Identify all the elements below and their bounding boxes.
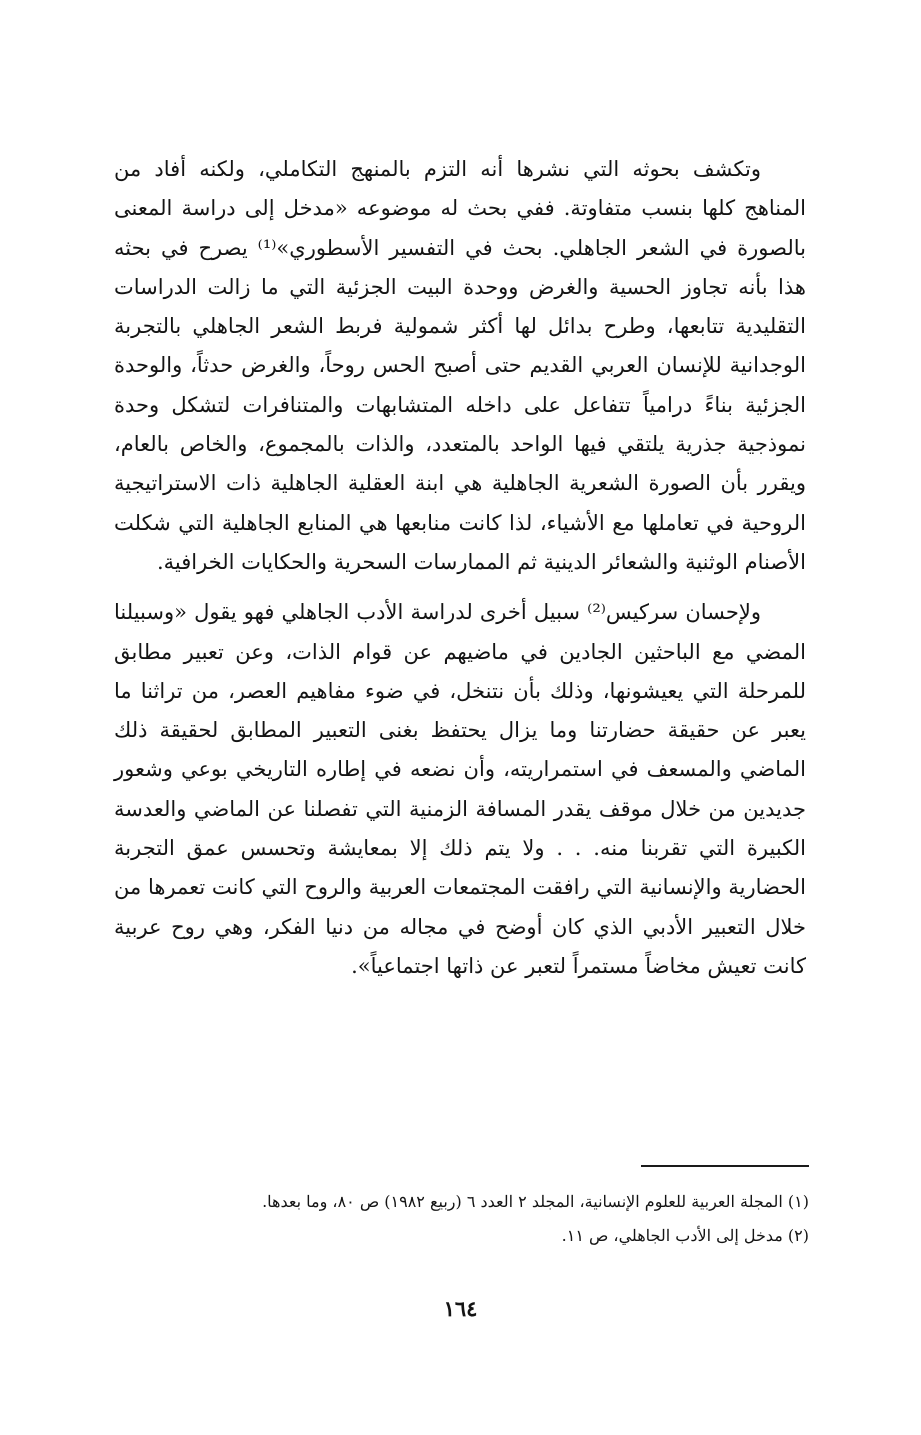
footnote: (٢) مدخل إلى الأدب الجاهلي، ص ١١. [561, 1226, 809, 1245]
footnote-separator [641, 1165, 809, 1167]
footnote: (١) المجلة العربية للعلوم الإنسانية، المجلد ٢ العدد ٦ (ربيع ١٩٨٢) ص ٨٠، وما بعدها. [262, 1192, 809, 1211]
footnotes [109, 1185, 809, 1253]
main-text [114, 150, 806, 986]
page-number: ١٦٤ [443, 1296, 478, 1321]
paragraph: وتكشف بحوثه التي نشرها أنه التزم بالمنهج التكاملي، ولكنه أفاد من المناهج كلها بنسب متفاوتة. ففي بحث له موضوعه «مدخل إلى دراسة المعنى بالصورة في الشعر الجاهلي. بحث في التفسير الأسطوري»⁽¹⁾ يصرح في بحثه هذا بأنه تجاوز الحسية والغرض ووحدة البيت الجزئية التي ما زالت الدراسات التقليدية تتابعها، وطرح بدائل لها أكثر شمولية فربط الشعر الجاهلي بالتجربة الوجدانية للإنسان العربي القديم حتى أصبح الحس روحاً، والغرض حدثاً، والوحدة الجزئية بناءً درامياً تتفاعل على داخله المتشابهات والمتنافرات لتشكل وحدة نموذجية جذرية يلتقي فيها الواحد بالمتعدد، والذات بالمجموع، والخاص بالعام، ويقرر بأن الصورة الشعرية الجاهلية هي ابنة العقلية الجاهلية ذات الاستراتيجية الروحية في تعاملها مع الأشياء، لذا كانت منابعها هي المنابع الجاهلية التي شكلت الأصنام الوثنية والشعائر الدينية ثم الممارسات السحرية والحكايات الخرافية. [114, 157, 807, 574]
paragraph: ولإحسان سركيس⁽²⁾ سبيل أخرى لدراسة الأدب الجاهلي فهو يقول «وسبيلنا المضي مع الباحثين الجادين في ماضيهم عن قوام الذات، وعن تعبير مطابق للمرحلة التي يعيشونها، وذلك بأن نتنخل، في ضوء مفاهيم العصر، من تراثنا ما يعبر عن حقيقة حضارتنا وما يزال يحتفظ بغنى التعبير المطابق لحقيقة ذلك الماضي والمسعف في استمراريته، وأن نضعه في إطاره التاريخي بوعي وشعور جديدين من خلال موقف يقدر المسافة الزمنية التي تفصلنا عن الماضي والعدسة الكبيرة التي تقربنا منه. . . ولا يتم ذلك إلا بمعايشة وتحسس عمق التجربة الحضارية والإنسانية التي رافقت المجتمعات العربية والروح التي كانت تعمرها من خلال التعبير الأدبي الذي كان أوضح في مجاله من دنيا الفكر، وهي روح عربية كانت تعيش مخاضاً مستمراً لتعبر عن ذاتها اجتماعياً». [114, 600, 806, 978]
